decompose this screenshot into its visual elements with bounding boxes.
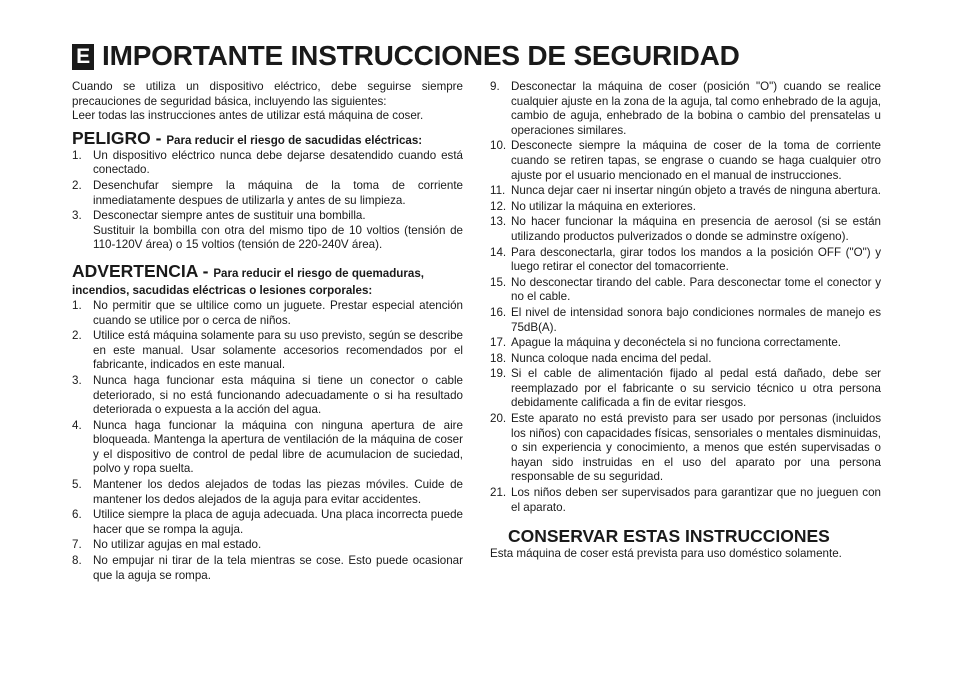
page-title-text: IMPORTANTE INSTRUCCIONES DE SEGURIDAD bbox=[102, 40, 740, 71]
keep-instructions-heading: CONSERVAR ESTAS INSTRUCCIONES bbox=[508, 526, 830, 547]
list-item: 2. Desenchufar siempre la máquina de la toma de corriente inmediatamente despues de utilizarla y antes de su limpieza. bbox=[72, 178, 463, 207]
advertencia-heading bbox=[72, 260, 463, 299]
list-item: 2. Utilice está máquina solamente para su uso previsto, según se describe en este manual. Usar solamente accesorios recomendados por el fabricante, indicados en este manual. bbox=[72, 329, 463, 372]
advertencia-list-left bbox=[72, 299, 463, 583]
peligro-label: PELIGRO - bbox=[72, 127, 167, 148]
list-item: 15. No desconectar tirando del cable. Para desconectar tome el conector y no el cable. bbox=[490, 275, 881, 304]
peligro-heading bbox=[72, 127, 463, 149]
list-item: 6. Utilice siempre la placa de aguja adecuada. Una placa incorrecta puede hacer que se rompa la aguja. bbox=[72, 508, 463, 536]
left-column bbox=[72, 80, 463, 584]
list-item: 10. Desconecte siempre la máquina de coser de la toma de corriente cuando se retiren tapas, se engrase o cuando se haga cualquier otro ajuste por el usuario mencionado en el manual de instrucciones. bbox=[490, 139, 881, 182]
list-item: 1. No permitir que se ultilice como un juguete. Prestar especial atención cuando se utilice por o cerca de niños. bbox=[72, 298, 463, 327]
list-item: 18. Nunca coloque nada encima del pedal. bbox=[490, 351, 712, 365]
list-item: 21. Los niños deben ser supervisados para garantizar que no jueguen con el aparato. bbox=[490, 486, 881, 514]
advertencia-label: ADVERTENCIA - bbox=[72, 260, 214, 281]
list-item: 8. No empujar ni tirar de la tela mientras se cose. Esto puede ocasionar que la aguja se rompa. bbox=[72, 554, 463, 582]
list-item: 13. No hacer funcionar la máquina en presencia de aerosol (si se están utilizando productos pulverizados o donde se adminstre oxígeno). bbox=[490, 215, 881, 243]
advertencia-subtitle: Para reducir el riesgo de quemaduras, incendios, sacudidas eléctricas o lesiones corporales: bbox=[72, 266, 425, 297]
list-item: 11. Nunca dejar caer ni insertar ningún objeto a través de ninguna abertura. bbox=[490, 184, 881, 198]
list-item: 20. Este aparato no está previsto para ser usado por personas (incluidos los niños) con capacidades físicas, sensoriales o mentales disminuidas, o sin experiencia y conocimiento, a menos que estén supervisadas o hayan sido instruidas en el uso del aparato por una persona responsable de su seguridad. bbox=[490, 412, 881, 484]
list-item: 5. Mantener los dedos alejados de todas las piezas móviles. Cuide de mantener los dedos alejados de la aguja para evitar accidentes. bbox=[72, 478, 463, 506]
peligro-subtitle: Para reducir el riesgo de sacudidas eléctricas: bbox=[166, 133, 423, 147]
page-title bbox=[72, 40, 740, 72]
list-item: 9. Desconectar la máquina de coser (posición "O") cuando se realice cualquier ajuste en la zona de la aguja, tal como enhebrado de la aguja, cambio de aguja, enhebrado de la bobina o cambio del prensatelas u operaciones similares. bbox=[490, 80, 881, 137]
list-item: 19. Si el cable de alimentación fijado al pedal está dañado, debe ser reemplazado por el fabricante o su servicio técnico u otra persona debidamente calificada a fin de evitar riesgos. bbox=[490, 367, 881, 410]
intro-paragraph: Cuando se utiliza un dispositivo eléctrico, debe seguirse siempre precauciones de seguridad básica, incluyendo las siguientes: bbox=[72, 80, 463, 108]
household-use-note: Esta máquina de coser está prevista para uso doméstico solamente. bbox=[490, 547, 842, 561]
list-item: 3. Nunca haga funcionar esta máquina si tiene un conector o cable deteriorado, si no está funcionando adecuadamente o si ha resultado deteriorada o expuesta a la acción del agua. bbox=[72, 373, 463, 417]
list-item: 4. Nunca haga funcionar la máquina con ninguna apertura de aire bloqueada. Mantenga la apertura de ventilación de la máquina de coser y el dispositivo de control de pedal libre de acumulacion de suciedad, polvo y ropa suelta. bbox=[72, 418, 463, 476]
list-item: 16. El nivel de intensidad sonora bajo condiciones normales de manejo es 75dB(A). bbox=[490, 305, 881, 334]
intro-read-all: Leer todas las instrucciones antes de utilizar está máquina de coser. bbox=[72, 109, 424, 123]
advertencia-list-right bbox=[490, 80, 881, 515]
peligro-list bbox=[72, 149, 463, 253]
list-item: 3. Desconectar siempre antes de sustituir una bombilla. Sustituir la bombilla con otra del mismo tipo de 10 voltios (tensión de 110-120V área) o 15 voltios (tensión de 220-240V área). bbox=[72, 209, 463, 252]
list-item: 12. No utilizar la máquina en exteriores. bbox=[490, 199, 696, 213]
list-item: 17. Apague la máquina y deconéctela si no funciona correctamente. bbox=[490, 336, 841, 350]
right-column bbox=[490, 80, 881, 562]
list-item: 7. No utilizar agujas en mal estado. bbox=[72, 538, 262, 552]
list-item: 14. Para desconectarla, girar todos los mandos a la posición OFF ("O") y luego retirar el conector del tomacorriente. bbox=[490, 245, 881, 274]
list-item: 1. Un dispositivo eléctrico nunca debe dejarse desatendido cuando está conectado. bbox=[72, 148, 463, 177]
language-badge: E bbox=[72, 44, 94, 70]
